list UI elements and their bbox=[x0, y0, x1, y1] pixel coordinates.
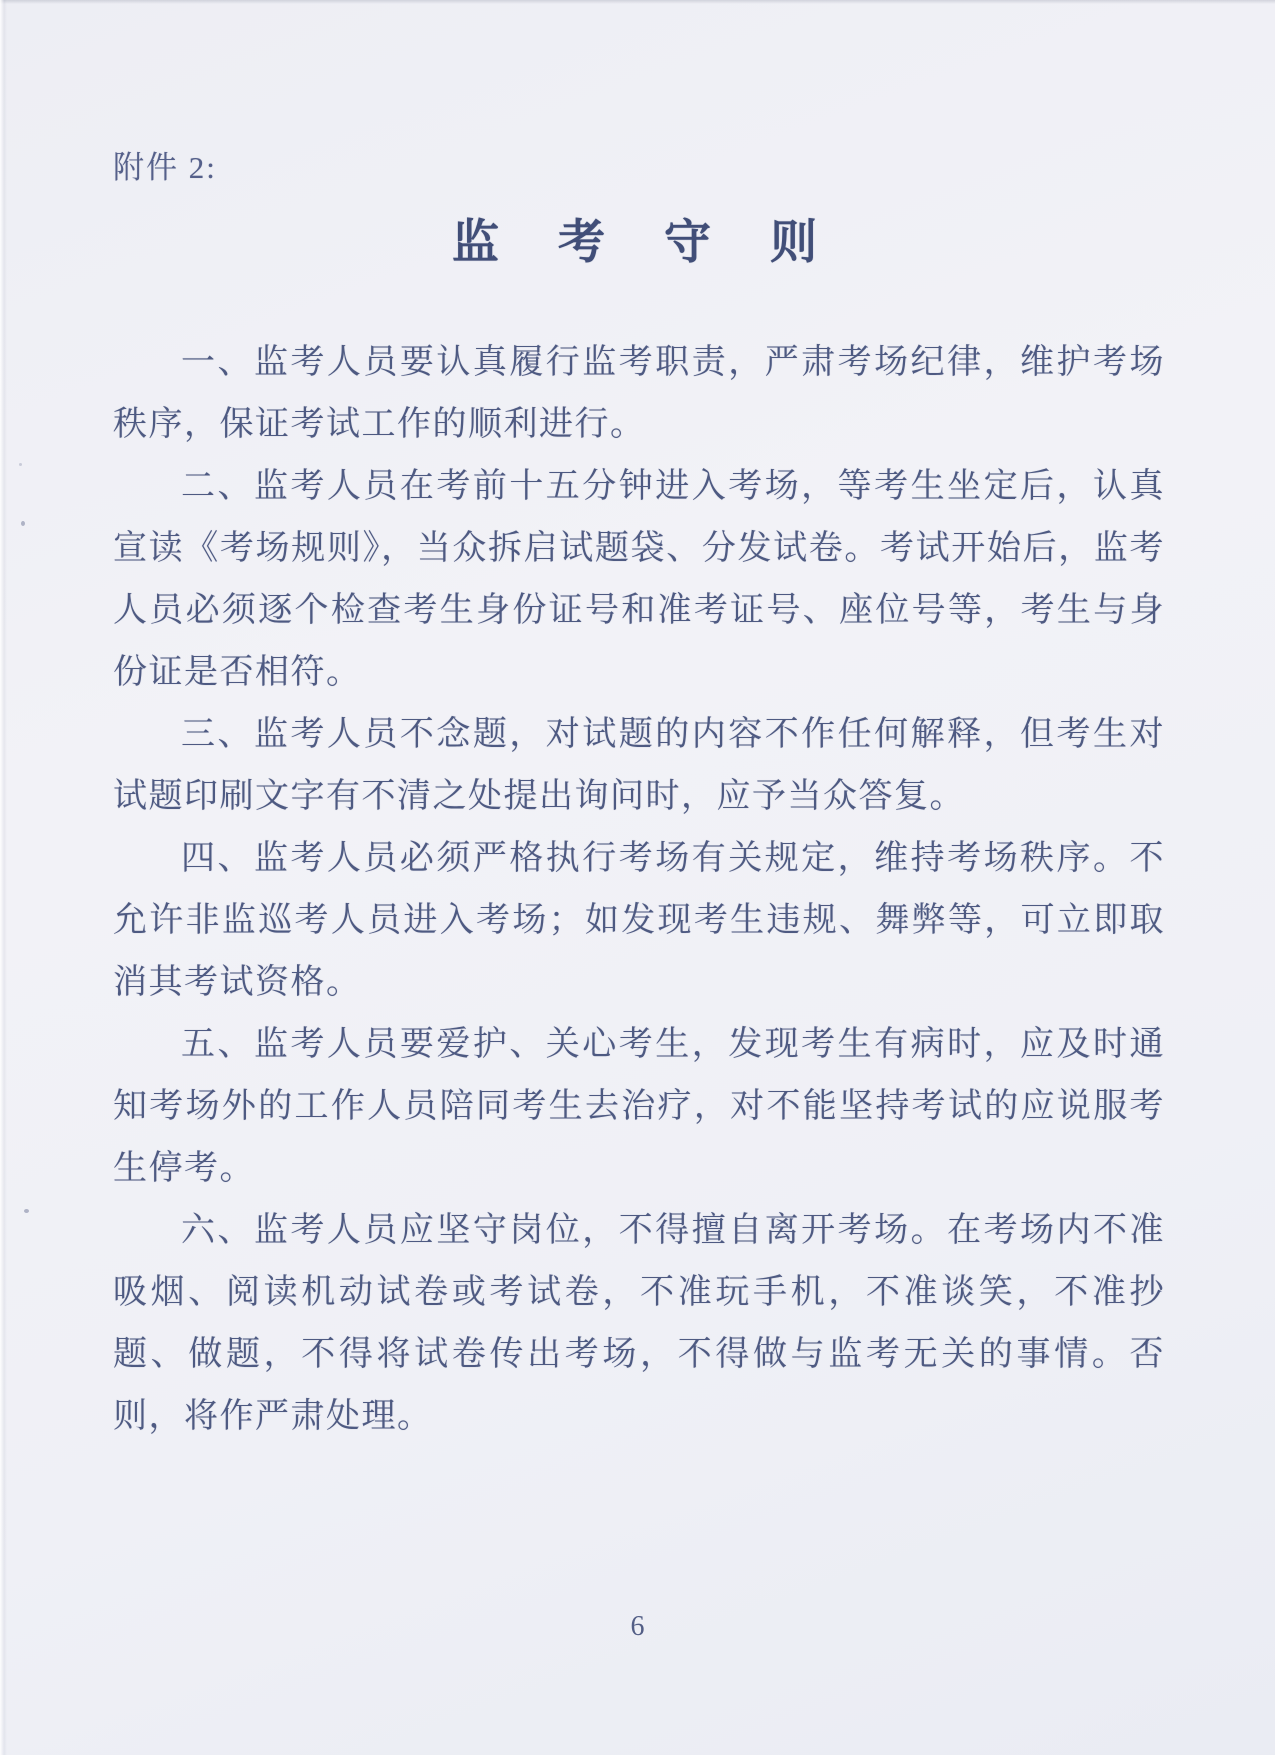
page-title: 监 考 守 则 bbox=[452, 217, 823, 269]
rule-paragraph-6: 六、监考人员应坚守岗位，不得擅自离开考场。在考场内不准吸烟、阅读机动试卷或考试卷，不准玩手机，不准谈笑，不准抄题、做题，不得将试卷传出考场，不得做与监考无关的事情。否则，将作严肃处理。 bbox=[113, 1212, 1165, 1435]
rule-paragraph-1: 一、监考人员要认真履行监考职责，严肃考场纪律，维护考场秩序，保证考试工作的顺利进行。 bbox=[113, 344, 1165, 443]
scan-speck bbox=[24, 1209, 29, 1213]
page-number: 6 bbox=[630, 1611, 645, 1642]
attachment-label: 附件 2: bbox=[113, 150, 217, 185]
scan-speck bbox=[21, 521, 25, 526]
rule-paragraph-3: 三、监考人员不念题，对试题的内容不作任何解释，但考生对试题印刷文字有不清之处提出询问时，应予当众答复。 bbox=[113, 716, 1165, 815]
scan-speck bbox=[19, 463, 22, 466]
document-body bbox=[113, 332, 1165, 1448]
rule-paragraph-4: 四、监考人员必须严格执行考场有关规定，维持考场秩序。不允许非监巡考人员进入考场；如发现考生违规、舞弊等，可立即取消其考试资格。 bbox=[113, 840, 1165, 1001]
rule-paragraph-2: 二、监考人员在考前十五分钟进入考场，等考生坐定后，认真宣读《考场规则》，当众拆启试题袋、分发试卷。考试开始后，监考人员必须逐个检查考生身份证号和准考证号、座位号等，考生与身份证是否相符。 bbox=[113, 468, 1165, 691]
rule-paragraph-5: 五、监考人员要爱护、关心考生，发现考生有病时，应及时通知考场外的工作人员陪同考生去治疗，对不能坚持考试的应说服考生停考。 bbox=[113, 1026, 1165, 1187]
